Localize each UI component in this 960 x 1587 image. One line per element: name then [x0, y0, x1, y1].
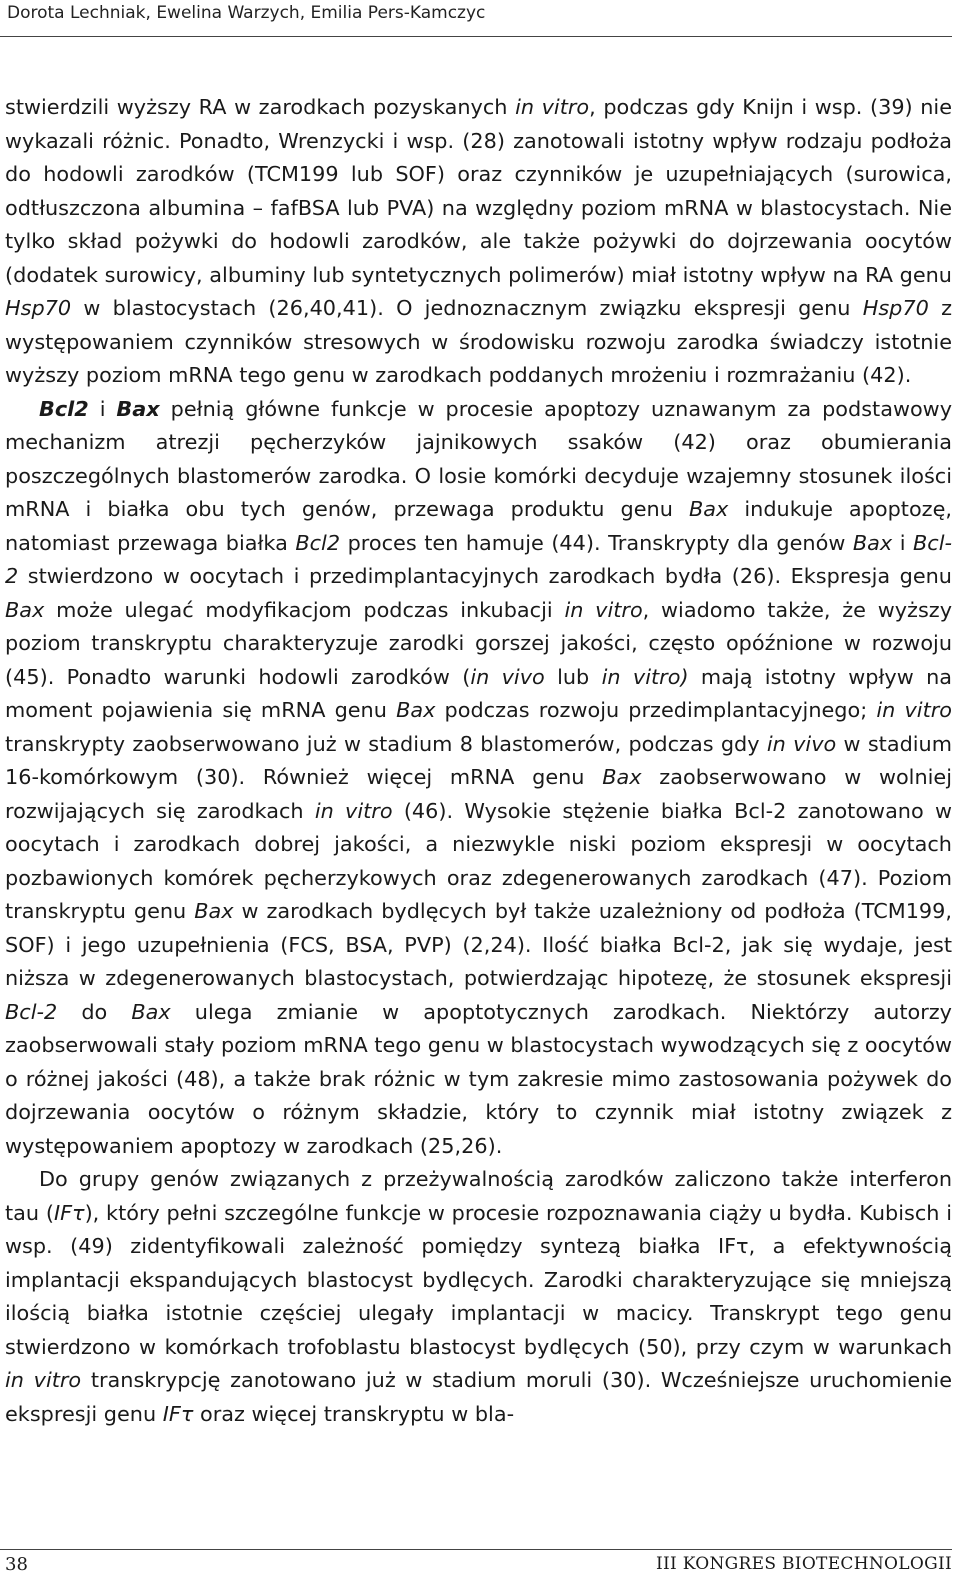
italic-term: in vitro — [314, 798, 393, 823]
paragraph-2 — [5, 393, 952, 1164]
italic-term: in vivo — [470, 664, 545, 689]
text-run: zaobserwowano w wolniej rozwijających się zarodkach — [5, 765, 952, 823]
italic-term: Bax — [852, 530, 893, 555]
article-body — [5, 91, 952, 1431]
text-run: w zarodkach bydlęcych był także uzależniony od podłoża (TCM199, SOF) i jego uzupełnienia (FCS, BSA, PVP) (2,24). Ilość białka Bcl-2, jak się wydaje, jest niższa w zdegenerowanych blastocystach, potwierdzając hipotezę, że stosunek ekspresji — [5, 899, 952, 990]
text-run: ), który pełni szczególne funkcje w procesie rozpoznawania ciąży u bydła. Kubisch i wsp. (49) zidentyfikowali zależność pomiędzy syntezą białka IFτ, a efektywnością implantacji ekspandujących blastocyst bydlęcych. Zarodki charakteryzujące się mniejszą ilością białka istotnie częściej ulegały implantacji w macicy. Transkrypt tego genu stwierdzono w komórkach trofoblastu blastocyst bydlęcych (50), przy czym w warunkach — [5, 1200, 952, 1359]
paragraph-1 — [5, 91, 952, 393]
text-run: w blastocystach (26,40,41). O jednoznacznym związku ekspresji genu — [71, 296, 863, 320]
italic-term: Bax — [131, 999, 171, 1024]
text-run: pełnią główne funkcje w procesie apoptozy uznawanym za podstawowy mechanizm atrezji pęcherzyków jajnikowych ssaków (42) oraz obumierania poszczególnych blastomerów zarodka. O losie komórki decyduje wzajemny stosunek ilości mRNA i białka obu tych genów, przewaga produktu genu — [5, 396, 953, 521]
text-run: transkrypty zaobserwowano już w stadium 8 blastomerów, podczas gdy — [5, 731, 767, 756]
footer-divider — [0, 1549, 952, 1550]
italic-term: IFτ — [53, 1200, 85, 1225]
text-run: mają istotny wpływ na moment pojawienia się mRNA genu — [5, 664, 953, 722]
italic-term: Bcl-2 — [5, 530, 952, 588]
text-run: do — [57, 999, 132, 1024]
italic-term: in vitro — [5, 1368, 82, 1392]
italic-term: in vitro) — [601, 664, 689, 689]
text-run: i — [892, 530, 914, 555]
text-run: stwierdzili wyższy RA w zarodkach pozyskanych — [5, 95, 516, 119]
italic-term: Bax — [5, 597, 45, 622]
italic-term: IFτ — [162, 1401, 194, 1426]
italic-term: Bcl-2 — [5, 999, 58, 1024]
italic-term: in vitro — [876, 698, 953, 722]
text-run: ulega zmianie w apoptotycznych zarodkach. Niektórzy autorzy zaobserwowali stały poziom mRNA tego genu w blastocystach wywodzących się z oocytów o różnej jakości (48), a także brak różnic w tym zakresie mimo zastosowania pożywek do dojrzewania oocytów o różnym składzie, który to czynnik miał istotny związek z występowaniem apoptozy w zarodkach (25,26). — [5, 999, 953, 1158]
gene-name-bold: Bax — [116, 396, 160, 421]
text-run: lub — [544, 664, 602, 689]
text-run: (46). Wysokie stężenie białka Bcl-2 zanotowano w oocytach i zarodkach dobrej jakości, a niezwykle niski poziom ekspresji w oocytach pozbawionych komórek pęcherzykowych oraz zdegenerowanych zarodkach (47). Poziom transkryptu genu — [5, 798, 952, 923]
text-run: stwierdzono w oocytach i przedimplantacyjnych zarodkach bydła (26). Ekspresja genu — [18, 564, 952, 588]
running-head-authors: Dorota Lechniak, Ewelina Warzych, Emilia Pers-Kamczyc — [7, 3, 486, 23]
italic-term: Bax — [688, 497, 729, 521]
italic-term: in vitro — [515, 95, 590, 119]
text-run: , podczas gdy Knijn i wsp. (39) nie wykazali różnic. Ponadto, Wrenzycki i wsp. (28) zanotowali istotny wpływ rodzaju podłoża do hodowli zarodków (TCM199 lub SOF) oraz czynników je uzupełniających (surowica, odtłuszczona albumina – fafBSA lub PVA) na względny poziom mRNA w blastocystach. Nie tylko skład pożywki do hodowli zarodków, ale także pożywki do dojrzewania oocytów (dodatek surowicy, albuminy lub syntetycznych polimerów) miał istotny wpływ na RA genu — [5, 95, 952, 287]
text-run: i — [88, 396, 117, 421]
text-run: , wiadomo także, że wyższy poziom transkryptu charakteryzuje zarodki gorszej jakości, często opóźnione w rozwoju (45). Ponadto warunki hodowli zarodków ( — [5, 597, 953, 689]
header-divider — [0, 36, 952, 37]
page-number: 38 — [5, 1554, 28, 1575]
gene-name-bold: Bcl2 — [39, 396, 89, 421]
journal-name: III KONGRES BIOTECHNOLOGII — [655, 1554, 952, 1574]
text-run: może ulegać modyfikacjom podczas inkubacji — [44, 597, 565, 622]
italic-term: Bcl2 — [295, 530, 341, 555]
text-run: w stadium 16-komórkowym (30). Również więcej mRNA genu — [5, 731, 952, 789]
text-run: proces ten hamuje (44). Transkrypty dla genów — [340, 530, 853, 555]
italic-term: in vivo — [766, 731, 837, 756]
text-run: oraz więcej transkryptu w bla- — [193, 1401, 515, 1426]
italic-term: Bax — [602, 765, 642, 789]
italic-term: Bax — [194, 899, 234, 923]
italic-term: in vitro — [564, 597, 643, 622]
italic-term: Bax — [396, 698, 436, 722]
text-run: podczas rozwoju przedimplantacyjnego; — [435, 698, 877, 722]
paragraph-3 — [5, 1163, 952, 1431]
text-run: indukuje apoptozę, natomiast przewaga białka — [5, 497, 953, 555]
text-run: z występowaniem czynników stresowych w środowisku rozwoju zarodka świadczy istotnie wyższy poziom mRNA tego genu w zarodkach poddanych mrożeniu i rozmrażaniu (42). — [5, 296, 952, 387]
italic-term: Hsp70 — [862, 296, 929, 320]
text-run: transkrypcję zanotowano już w stadium moruli (30). Wcześniejsze uruchomienie ekspresji genu — [5, 1368, 952, 1426]
text-run: Do grupy genów związanych z przeżywalnością zarodków zaliczono także interferon tau ( — [5, 1167, 952, 1225]
italic-term: Hsp70 — [5, 296, 72, 320]
